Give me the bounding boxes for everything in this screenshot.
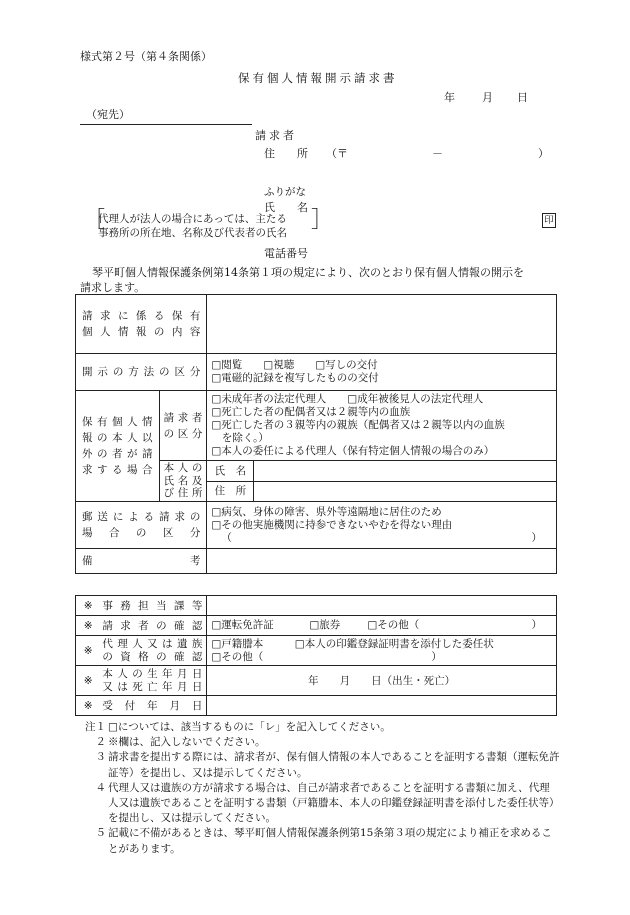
mail-reason-line[interactable] bbox=[207, 532, 556, 545]
addressee-line bbox=[80, 124, 252, 125]
note-item bbox=[80, 735, 560, 750]
method-options[interactable] bbox=[207, 354, 557, 391]
birth-field[interactable] bbox=[207, 666, 557, 696]
qualification-other-close: ） bbox=[431, 650, 442, 663]
form-number: 様式第２号（第４条関係） bbox=[80, 50, 212, 63]
phone-label: 電話番号 bbox=[264, 247, 308, 260]
requester-type-label-cell bbox=[159, 391, 207, 461]
requester-type-options[interactable] bbox=[207, 391, 557, 461]
note-item bbox=[80, 781, 560, 827]
note-text: 代理人又は遺族の方が請求する場合は、自己が請求者であることを証明する書類に加え、代理人又は遺族であることを証明する書類（戸籍謄本、本人の印鑑登録証明書を添付した委任状等）を提出し、又は提示してください。 bbox=[108, 781, 560, 825]
note-text: 請求書を提出する際には、請求者が、保有個人情報の本人であることを証明する書類（運転免許証等）を提出し、又は提示してください。 bbox=[108, 751, 560, 779]
note-item bbox=[80, 826, 560, 856]
birth-label-b: 又は死亡年月日 bbox=[102, 680, 203, 693]
note-item bbox=[80, 720, 560, 735]
requester-type-label-a: 請求者 bbox=[163, 411, 203, 424]
corporate-note-2: 事務所の所在地、名称及び代表者の氏名 bbox=[98, 227, 287, 239]
mail-options[interactable] bbox=[207, 502, 557, 549]
mail-reason-close: ） bbox=[531, 531, 542, 544]
requester-heading: 請求者 bbox=[255, 129, 297, 142]
requester-check-line bbox=[207, 619, 556, 632]
postal-dash: － bbox=[432, 147, 443, 160]
principal-address-label: 住 所 bbox=[207, 482, 254, 501]
qualification-option-1[interactable]: □戸籍謄本 □本人の印鑑登録証明書を添付した委任状 bbox=[211, 637, 494, 650]
proxy-label-c: 外の者が請 bbox=[82, 448, 153, 460]
requester-type-option-4[interactable]: □本人の委任による代理人（保有特定個人情報の場合のみ） bbox=[211, 445, 495, 457]
office-dept-label: 事務担当課等 bbox=[102, 599, 203, 612]
office-mark-2: ※ bbox=[76, 616, 101, 636]
bracket-left: ［ bbox=[83, 208, 106, 233]
content-label-cell bbox=[76, 295, 207, 354]
name-label: 氏 名 bbox=[264, 201, 308, 214]
receipt-label: 受付年月日 bbox=[102, 699, 203, 712]
principal-address-row bbox=[207, 482, 556, 501]
address-label: 住 所 bbox=[264, 147, 308, 160]
check-license[interactable]: □運転免許証 bbox=[211, 619, 274, 631]
proxy-label-a: 保有個人情 bbox=[82, 416, 153, 428]
mail-reason-open: （ bbox=[221, 531, 232, 544]
page-title: 保有個人情報開示請求書 bbox=[238, 71, 398, 85]
note-text: 記載に不備があるときは、琴平町個人情報保護条例第15条第３項の規定により補正を求めることがあります。 bbox=[108, 827, 552, 855]
mail-label-cell bbox=[76, 502, 207, 549]
seal-mark: 印 bbox=[542, 213, 556, 228]
note-item bbox=[80, 750, 560, 780]
requester-type-option-3-cont: を除く。） bbox=[211, 432, 269, 444]
requester-type-label-b: の区分 bbox=[163, 427, 203, 440]
content-label-b: 個人情報の内容 bbox=[82, 326, 201, 338]
content-field[interactable] bbox=[207, 295, 557, 354]
method-label-cell bbox=[76, 354, 207, 391]
requester-type-option-2[interactable]: □死亡した者の配偶者又は２親等内の血族 bbox=[211, 406, 411, 418]
check-other-close: ） bbox=[531, 619, 542, 631]
principal-label-c: び住所 bbox=[163, 487, 203, 500]
note-text: □については、該当するものに「レ」を記入してください。 bbox=[108, 721, 391, 733]
mail-option-2[interactable]: □その他実施機関に持参できないやむを得ない理由 bbox=[211, 518, 453, 531]
mail-label-b: 場合の区分 bbox=[82, 527, 201, 539]
principal-label-cell bbox=[159, 461, 207, 502]
corporate-note-1: 代理人が法人の場合にあっては、主たる bbox=[98, 213, 287, 225]
requester-check-label-cell bbox=[100, 616, 206, 636]
office-mark-3: ※ bbox=[76, 636, 101, 666]
note-number: ３ bbox=[95, 751, 106, 764]
principal-label-a: 本人の bbox=[163, 462, 203, 475]
note-number: ５ bbox=[95, 827, 106, 840]
mail-label-a: 郵送による請求の bbox=[82, 511, 201, 523]
office-table bbox=[75, 595, 557, 716]
remarks-label: 備考 bbox=[82, 555, 201, 567]
qualification-label-b: の資格の確認 bbox=[102, 650, 203, 663]
principal-name-row bbox=[207, 461, 556, 482]
mail-option-1[interactable]: □病気、身体の障害、県外等遠隔地に居住のため bbox=[211, 505, 442, 518]
requester-type-option-1[interactable]: □未成年者の法定代理人 □成年被後見人の法定代理人 bbox=[211, 393, 484, 405]
requester-check-options[interactable] bbox=[207, 616, 557, 636]
receipt-field[interactable] bbox=[207, 696, 557, 716]
office-dept-label-cell bbox=[100, 596, 206, 616]
notes bbox=[80, 720, 560, 857]
birth-label-cell bbox=[100, 666, 206, 696]
method-option-2[interactable]: □電磁的記録を複写したものの交付 bbox=[211, 372, 379, 384]
bracket-right: ］ bbox=[311, 208, 334, 233]
note-text: ※欄は、記入しないでください。 bbox=[108, 736, 266, 749]
furigana-label: ふりがな bbox=[264, 186, 306, 198]
content-label-a: 請求に係る保有 bbox=[82, 310, 201, 322]
note-number: ４ bbox=[95, 781, 106, 794]
intro-text-2: 請求します。 bbox=[80, 281, 146, 294]
qualification-other: □その他（ bbox=[211, 650, 264, 663]
note-number: 注１ bbox=[85, 721, 106, 733]
postal-open: （〒 bbox=[326, 147, 348, 160]
receipt-label-cell bbox=[100, 696, 206, 716]
proxy-label-d: 求する場合 bbox=[82, 464, 153, 476]
requester-check-label: 請求者の確認 bbox=[102, 619, 203, 632]
note-number: ２ bbox=[95, 736, 106, 749]
addressee-label: （宛先） bbox=[86, 108, 130, 121]
qualification-label-cell bbox=[100, 636, 206, 666]
qualification-label-a: 代理人又は遺族 bbox=[102, 637, 203, 650]
method-label: 開示の方法の区分 bbox=[82, 366, 201, 378]
check-passport[interactable]: □旅券 bbox=[309, 619, 341, 631]
request-table bbox=[75, 294, 557, 574]
proxy-label-cell bbox=[76, 391, 160, 502]
intro-text-1: 琴平町個人情報保護条例第14条第１項の規定により、次のとおり保有個人情報の開示を bbox=[92, 266, 524, 279]
office-mark-5: ※ bbox=[76, 696, 101, 716]
remarks-field[interactable] bbox=[207, 549, 557, 574]
principal-name-label: 氏 名 bbox=[207, 461, 254, 481]
birth-label-a: 本人の生年月日 bbox=[102, 667, 203, 680]
remarks-label-cell bbox=[76, 549, 207, 574]
office-dept-field[interactable] bbox=[207, 596, 557, 616]
birth-value: 年 月 日（出生・死亡） bbox=[308, 675, 456, 687]
principal-label-b: 氏名及 bbox=[163, 474, 203, 487]
principal-fields bbox=[207, 461, 557, 502]
qualification-option-2[interactable] bbox=[207, 651, 556, 664]
office-mark-4: ※ bbox=[76, 666, 101, 696]
proxy-label-b: 報の本人以 bbox=[82, 432, 153, 444]
check-other[interactable]: □その他（ bbox=[367, 619, 420, 631]
postal-close: ） bbox=[538, 147, 549, 160]
date-year-label: 年 bbox=[444, 91, 455, 104]
requester-type-option-3[interactable]: □死亡した者の３親等内の親族（配偶者又は２親等以内の血族 bbox=[211, 419, 505, 431]
qualification-options[interactable] bbox=[207, 636, 557, 666]
principal-address-field[interactable] bbox=[254, 482, 556, 501]
principal-name-field[interactable] bbox=[254, 461, 556, 481]
date-day-label: 日 bbox=[517, 91, 528, 104]
method-option-1[interactable]: □閲覧 □視聴 □写しの交付 bbox=[211, 359, 378, 371]
office-mark-1: ※ bbox=[76, 596, 101, 616]
date-month-label: 月 bbox=[482, 91, 493, 104]
